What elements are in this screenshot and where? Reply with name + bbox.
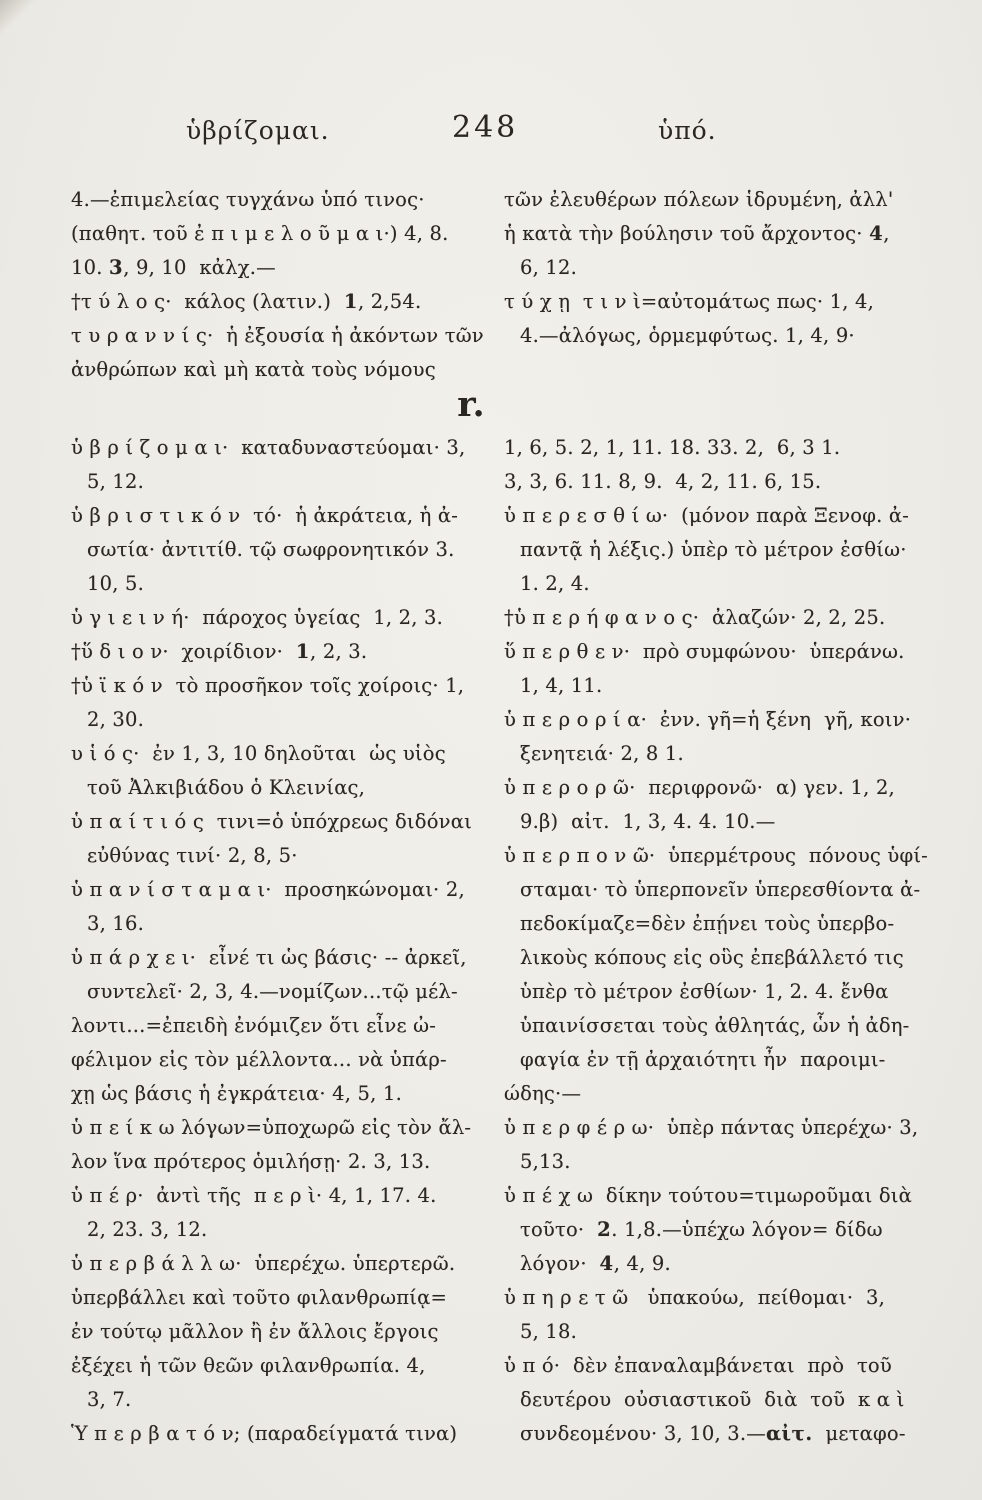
text-line: ὑ π ε ί κ ω λόγων=ὑποχωρῶ εἰς τὸν ἄλ- [71,1116,472,1139]
text-line: 5,13. [520,1150,571,1173]
text-line: 9.β) αἰτ. 1, 3, 4. 4. 10.— [520,810,776,833]
text-line: ὑ γ ι ε ι ν ή· πάροχος ὑγείας 1, 2, 3. [71,606,444,629]
text-line: σταμαι· τὸ ὑπερπονεῖν ὑπερεσθίοντα ἀ- [520,878,921,901]
text-line: τοῦ Ἀλκιβιάδου ὁ Κλεινίας, [87,776,366,799]
text-line: 6, 12. [520,256,578,279]
left-column-top [71,183,501,387]
text-line: 5, 12. [87,470,145,493]
text-line: 3, 3, 6. 11. 8, 9. 4, 2, 11. 6, 15. [504,470,822,493]
text-line: χῃ ὡς βάσις ἡ ἐγκράτεια· 4, 5, 1. [71,1082,402,1105]
running-head-left-word: ὑβρίζομαι. [186,116,330,145]
text-line: υ ἱ ό ς· ἐν 1, 3, 10 δηλοῦται ὡς υἱὸς [71,742,446,765]
text-line: 4.—ἀλόγως, ὁρμεμφύτως. 1, 4, 9· [520,324,855,347]
text-line: 3, 7. [87,1388,132,1411]
text-line: ὑ π ό· δὲν ἐπαναλαμβάνεται πρὸ τοῦ [504,1354,892,1377]
text-line: λον ἵνα πρότερος ὁμιλήσῃ· 2. 3, 13. [71,1150,431,1173]
running-head-right-word: ὑπό. [658,116,717,145]
text-line: τ υ ρ α ν ν ί ς· ἡ ἐξουσία ἡ ἀκόντων τῶν [71,324,484,347]
text-line: ώδης·— [504,1082,582,1105]
text-line: †ὕ δ ι ο ν· χοιρίδιον· 1, 2, 3. [71,640,368,663]
right-column-top [504,183,944,353]
text-line: ὑ β ρ ι σ τ ι κ ό ν τό· ἡ ἀκράτεια, ἡ ἀ- [71,504,459,527]
text-line: ὑπερβάλλει καὶ τοῦτο φιλανθρωπίᾳ= [71,1286,448,1309]
text-line: Ὑ π ε ρ β α τ ό ν; (παραδείγματά τινα) [71,1422,458,1445]
text-line: λοντι...=ἐπειδὴ ἐνόμιζεν ὅτι εἶνε ὠ- [71,1014,437,1037]
text-line: τ ύ χ ῃ τ ι ν ὶ=αὐτομάτως πως· 1, 4, [504,290,875,313]
text-line: δευτέρου οὐσιαστικοῦ διὰ τοῦ κ α ὶ [520,1388,905,1411]
text-line: 1, 4, 11. [520,674,603,697]
text-line: 5, 18. [520,1320,578,1343]
page-number: 248 [452,110,519,145]
text-line: τοῦτο· 2. 1,8.—ὑπέχω λόγον= δίδω [520,1218,883,1241]
text-line: λόγον· 4, 4, 9. [520,1252,671,1275]
text-line: 10. 3, 9, 10 κἀλχ.— [71,256,276,279]
text-line: 3, 16. [87,912,145,935]
text-line: ἡ κατὰ τὴν βούλησιν τοῦ ἄρχοντος· 4, [504,222,890,245]
text-line: ἀνθρώπων καὶ μὴ κατὰ τοὺς νόμους [71,358,436,381]
text-line: πεδοκίμαζε=δὲν ἐπῄνει τοὺς ὑπερβο- [520,912,895,935]
section-divider-letter: r. [457,384,485,425]
text-line: †τ ύ λ ο ς· κάλος (λατιν.) 1, 2,54. [71,290,422,313]
text-line: ὑ π ε ρ β ά λ λ ω· ὑπερέχω. ὑπερτερῶ. [71,1252,456,1275]
text-line: ὑ π ε ρ ε σ θ ί ω· (μόνον παρὰ Ξενοφ. ἀ- [504,504,910,527]
text-line: ὑ π α ν ί σ τ α μ α ι· προσηκώνομαι· 2, [71,878,465,901]
text-line: ὑ π η ρ ε τ ῶ ὑπακούω, πείθομαι· 3, [504,1286,886,1309]
text-line: ὑ π ε ρ φ έ ρ ω· ὑπὲρ πάντας ὑπερέχω· 3, [504,1116,919,1139]
text-line: ὕ π ε ρ θ ε ν· πρὸ συμφώνου· ὑπεράνω. [504,640,905,663]
text-line: σωτία· ἀντιτίθ. τῷ σωφρονητικόν 3. [87,538,455,561]
text-line: συντελεῖ· 2, 3, 4.—νομίζων...τῷ μέλ- [87,980,458,1003]
text-line: εὐθύνας τινί· 2, 8, 5· [87,844,298,867]
text-line: ὑ π ε ρ ο ρ ῶ· περιφρονῶ· α) γεν. 1, 2, [504,776,895,799]
text-line: ὑ π έ χ ω δίκην τούτου=τιμωροῦμαι διὰ [504,1184,912,1207]
text-line: †ὑ π ε ρ ή φ α ν ο ς· ἀλαζών· 2, 2, 25. [504,606,886,629]
left-column-bottom [71,431,501,1451]
text-line: συνδεομένου· 3, 10, 3.—αἰτ. μεταφο- [520,1422,906,1445]
text-line: ὑ π ε ρ π ο ν ῶ· ὑπερμέτρους πόνους ὑφί- [504,844,928,867]
text-line: ἐν τούτῳ μᾶλλον ἢ ἐν ἄλλοις ἔργοις [71,1320,439,1343]
text-line: †ὑ ϊ κ ό ν τὸ προσῆκον τοῖς χοίροις· 1, [71,674,465,697]
text-line: 1. 2, 4. [520,572,590,595]
text-line: ὑ π ε ρ ο ρ ί α· ἐνν. γῆ=ἡ ξένη γῆ, κοιν· [504,708,912,731]
text-line: 10, 5. [87,572,145,595]
text-line: ὑ β ρ ί ζ ο μ α ι· καταδυναστεύομαι· 3, [71,436,466,459]
text-line: 2, 30. [87,708,145,731]
right-column-bottom [504,431,944,1451]
text-line: ὑπὲρ τὸ μέτρον ἐσθίων· 1, 2. 4. ἔνθα [520,980,889,1003]
text-line: παντᾷ ἡ λέξις.) ὑπὲρ τὸ μέτρον ἐσθίω· [520,538,907,561]
text-line: 2, 23. 3, 12. [87,1218,208,1241]
text-line: ὑ π α ί τ ι ό ς τινι=ὁ ὑπόχρεως διδόναι [71,810,472,833]
text-line: 1, 6, 5. 2, 1, 11. 18. 33. 2, 6, 3 1. [504,436,841,459]
text-line: 4.—ἐπιμελείας τυγχάνω ὑπό τινος· [71,188,425,211]
running-header [0,110,982,154]
text-line: φέλιμον εἰς τὸν μέλλοντα... νὰ ὑπάρ- [71,1048,447,1071]
text-line: ὑ π ά ρ χ ε ι· εἶνέ τι ὡς βάσις· -- ἀρκεῖ, [71,946,467,969]
text-line: τῶν ἐλευθέρων πόλεων ἱδρυμένη, ἀλλ' [504,188,894,211]
text-line: ἐξέχει ἡ τῶν θεῶν φιλανθρωπία. 4, [71,1354,426,1377]
text-line: ξενητειά· 2, 8 1. [520,742,684,765]
text-line: λικοὺς κόπους εἰς οὓς ἐπεβάλλετό τις [520,946,904,969]
text-line: φαγία ἐν τῇ ἀρχαιότητι ἦν παροιμι- [520,1048,886,1071]
text-line: ὑ π έ ρ· ἀντὶ τῆς π ε ρ ὶ· 4, 1, 17. 4. [71,1184,437,1207]
text-line: ὑπαινίσσεται τοὺς ἀθλητάς, ὧν ἡ ἀδη- [520,1014,910,1037]
text-line: (παθητ. τοῦ ἐ π ι μ ε λ ο ῦ μ α ι·) 4, 8. [71,222,449,245]
